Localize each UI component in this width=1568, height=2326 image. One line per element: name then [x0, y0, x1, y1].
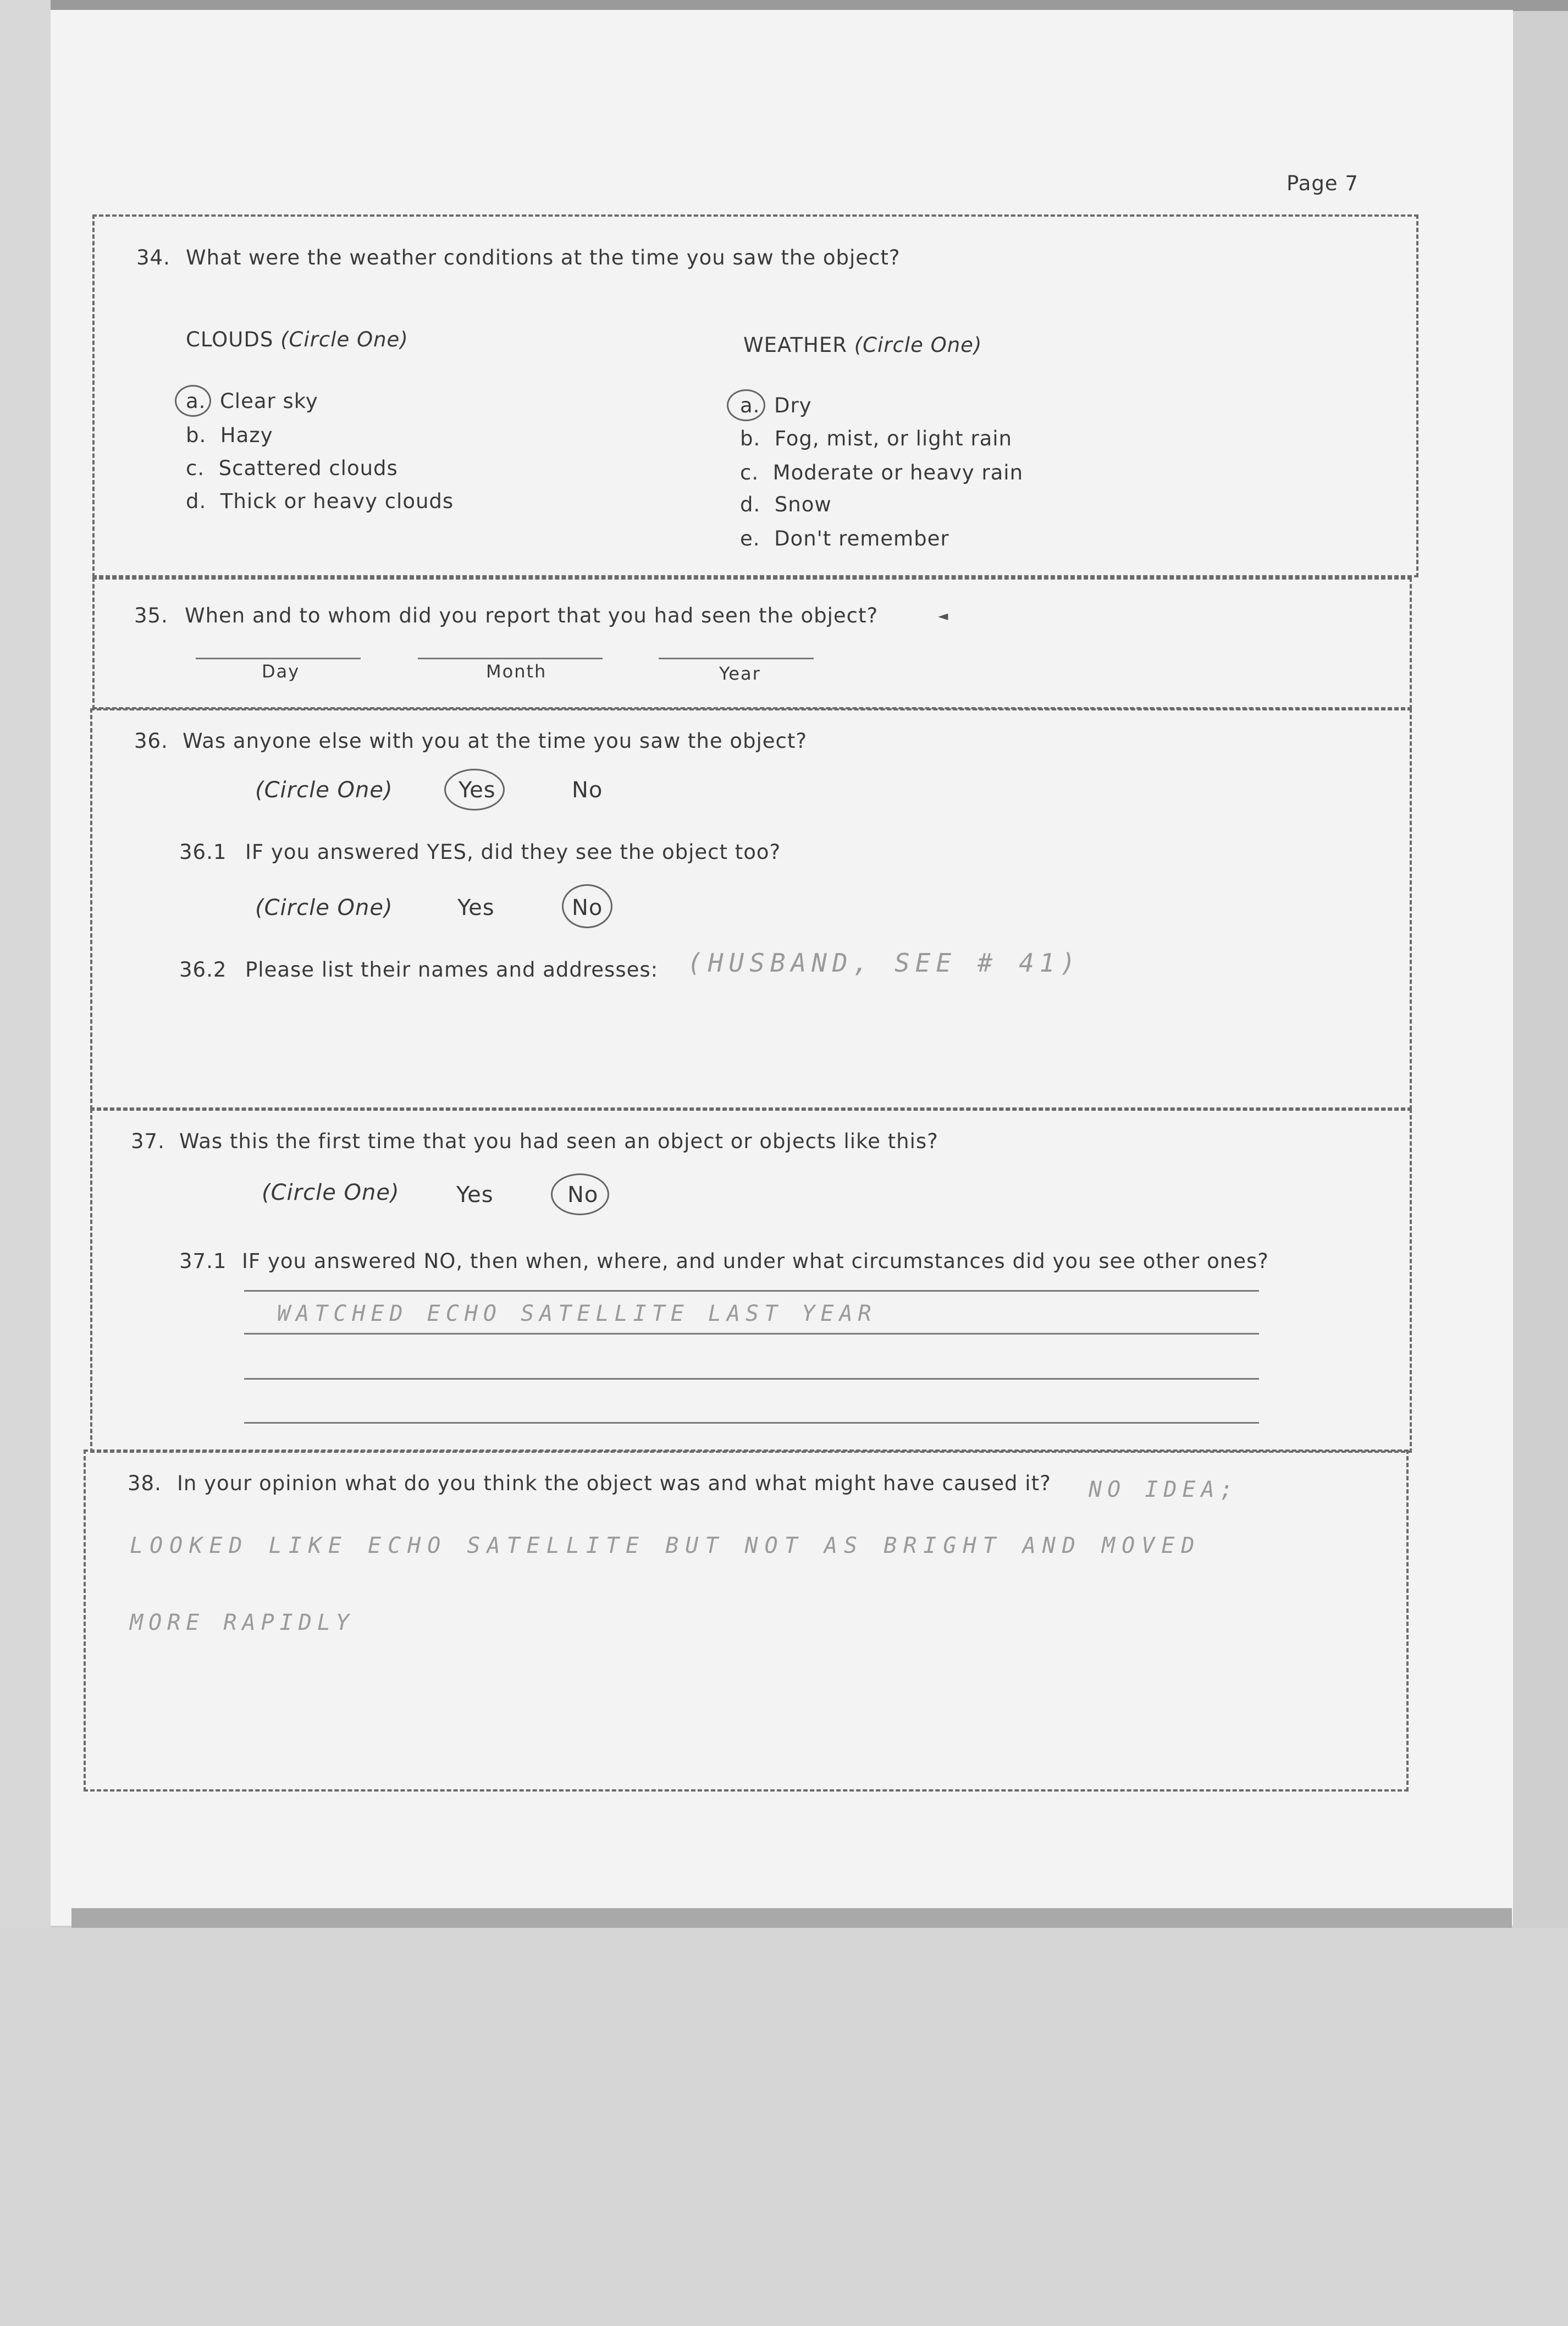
clouds-option[interactable]: c. Scattered clouds: [186, 456, 398, 480]
clouds-heading: CLOUDS (Circle One): [186, 328, 408, 351]
q37-1-line[interactable]: [244, 1422, 1259, 1424]
scan-background: [0, 1928, 1568, 2326]
q38-answer-line-1[interactable]: NO IDEA;: [1089, 1477, 1239, 1502]
q37-1-answer[interactable]: WATCHED ECHO SATELLITE LAST YEAR: [277, 1301, 877, 1326]
q37-1-number: 37.1: [179, 1249, 227, 1273]
weather-option[interactable]: d. Snow: [740, 493, 832, 516]
q36-no-option[interactable]: No: [572, 778, 603, 803]
q38-answer-line-2[interactable]: LOOKED LIKE ECHO SATELLITE BUT NOT AS BRIGHT AND MOVED: [130, 1533, 1201, 1558]
weather-heading: WEATHER (Circle One): [743, 333, 982, 357]
clouds-option[interactable]: d. Thick or heavy clouds: [186, 489, 454, 513]
q38-answer-line-3[interactable]: MORE RAPIDLY: [130, 1610, 355, 1635]
clouds-option[interactable]: a. Clear sky: [186, 389, 318, 413]
day-field[interactable]: [196, 658, 361, 659]
q35-section: [92, 577, 1412, 709]
month-label: Month: [486, 661, 547, 682]
weather-option[interactable]: c. Moderate or heavy rain: [740, 461, 1024, 484]
weather-option[interactable]: a. Dry: [740, 394, 812, 417]
q37-number: 37.: [131, 1129, 165, 1153]
month-field[interactable]: [418, 658, 603, 659]
q36-yes-option[interactable]: Yes: [459, 778, 496, 803]
q36-number: 36.: [134, 729, 168, 753]
q37-1-line[interactable]: [244, 1333, 1259, 1335]
page-number: Page 7: [1287, 172, 1359, 195]
day-label: Day: [262, 661, 300, 682]
q35-question: When and to whom did you report that you had seen the object?: [185, 604, 879, 627]
scan-edge-top: [0, 0, 1568, 11]
q36-1-number: 36.1: [179, 840, 227, 864]
q36-1-question: IF you answered YES, did they see the object too?: [245, 840, 781, 864]
year-field[interactable]: [659, 658, 814, 659]
q36-1-no-option[interactable]: No: [572, 895, 603, 921]
q36-1-hint: (Circle One): [255, 895, 393, 921]
q37-no-option[interactable]: No: [567, 1182, 599, 1208]
weather-option[interactable]: e. Don't remember: [740, 527, 949, 550]
pointer-mark-icon: ◄: [938, 608, 948, 624]
q38-number: 38.: [128, 1471, 162, 1495]
q36-2-number: 36.2: [179, 958, 227, 982]
q35-number: 35.: [134, 604, 168, 627]
q34-number: 34.: [136, 246, 170, 269]
q37-1-line[interactable]: [244, 1378, 1259, 1380]
year-label: Year: [719, 663, 761, 684]
q34-question: What were the weather conditions at the time you saw the object?: [186, 246, 901, 269]
q36-1-yes-option[interactable]: Yes: [457, 895, 495, 921]
q37-hint: (Circle One): [262, 1180, 400, 1205]
q36-question: Was anyone else with you at the time you saw the object?: [183, 729, 808, 753]
q37-question: Was this the first time that you had seen an object or objects like this?: [179, 1129, 938, 1153]
scan-edge-left: [0, 0, 51, 1936]
clouds-option[interactable]: b. Hazy: [186, 423, 273, 447]
q37-1-line[interactable]: [244, 1290, 1259, 1292]
q36-hint: (Circle One): [255, 778, 393, 803]
weather-option[interactable]: b. Fog, mist, or light rain: [740, 427, 1013, 450]
q37-1-question: IF you answered NO, then when, where, and under what circumstances did you see other ones?: [242, 1249, 1269, 1273]
q37-yes-option[interactable]: Yes: [456, 1182, 494, 1208]
q37-section: [90, 1109, 1412, 1453]
page-bottom-shadow: [71, 1908, 1512, 1928]
q38-question: In your opinion what do you think the object was and what might have caused it?: [177, 1471, 1051, 1495]
q36-2-answer[interactable]: (HUSBAND, SEE # 41): [687, 948, 1081, 978]
q36-2-question: Please list their names and addresses:: [245, 958, 659, 982]
